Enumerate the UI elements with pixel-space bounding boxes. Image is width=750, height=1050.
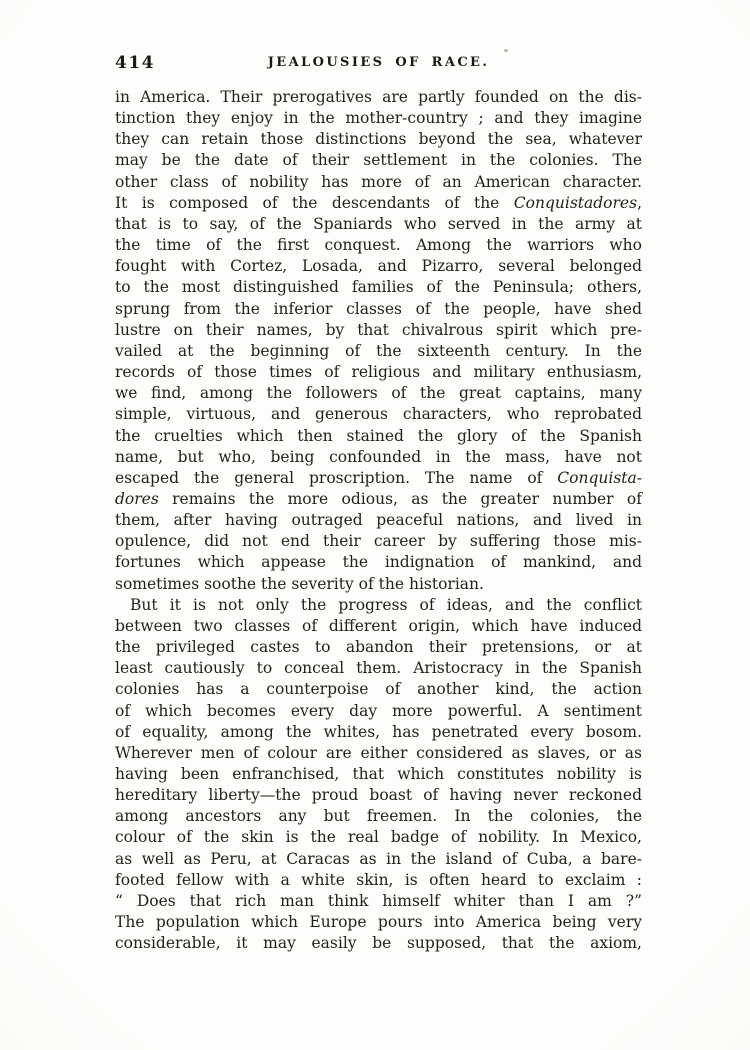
italic-text-segment: Conquistadores — [513, 193, 638, 212]
text-segment: considerable, it may easily be supposed, that the axiom, — [115, 934, 642, 953]
text-line — [115, 320, 642, 341]
text-line — [115, 87, 642, 108]
text-segment: among ancestors any but freemen. In the colonies, the — [115, 807, 642, 826]
text-line — [115, 214, 642, 235]
text-line — [115, 785, 642, 806]
text-segment: “ Does that rich man think himself whiter than I am ?” — [115, 891, 642, 910]
text-line — [115, 552, 642, 573]
text-line — [115, 701, 642, 722]
body-text-block — [115, 87, 642, 954]
text-segment: them, after having outraged peaceful nations, and lived in — [115, 511, 642, 530]
text-segment: between two classes of different origin, which have induced — [115, 616, 642, 635]
text-line — [115, 616, 642, 637]
text-line — [115, 383, 642, 404]
text-segment: fortunes which appease the indignation of mankind, and — [115, 553, 642, 572]
text-line — [115, 341, 642, 362]
text-segment: vailed at the beginning of the sixteenth century. In the — [115, 341, 642, 360]
text-line — [115, 277, 642, 298]
text-line — [115, 595, 642, 616]
text-segment: name, but who, being confounded in the mass, have not — [115, 447, 642, 466]
text-line — [115, 468, 642, 489]
page-number: 414 — [115, 53, 155, 73]
text-segment: Wherever men of colour are either considered as slaves, or as — [115, 743, 642, 762]
text-line — [115, 574, 642, 595]
text-line — [115, 193, 642, 214]
text-line — [115, 510, 642, 531]
text-segment: It is composed of the descendants of the — [115, 193, 514, 212]
text-line — [115, 806, 642, 827]
text-line — [115, 489, 642, 510]
text-segment: sprung from the inferior classes of the people, have shed — [115, 299, 642, 318]
text-segment: least cautiously to conceal them. Aristocracy in the Spanish — [115, 659, 642, 678]
text-segment: the time of the first conquest. Among the warriors who — [115, 236, 642, 255]
text-line — [115, 658, 642, 679]
text-segment: remains the more odious, as the greater number of — [158, 489, 642, 508]
text-line — [115, 299, 642, 320]
text-segment: other class of nobility has more of an American character. — [115, 172, 642, 191]
text-segment: records of those times of religious and military enthusiasm, — [115, 363, 642, 382]
text-segment: escaped the general proscription. The name of — [115, 468, 558, 487]
text-line — [115, 764, 642, 785]
text-line — [115, 912, 642, 933]
text-segment: fought with Cortez, Losada, and Pizarro, several belonged — [115, 257, 642, 276]
text-segment: having been enfranchised, that which constitutes nobility is — [115, 765, 642, 783]
text-segment: colonies has a counterpoise of another kind, the action — [115, 680, 642, 699]
text-line — [115, 743, 642, 764]
text-line — [115, 256, 642, 277]
text-line — [115, 849, 642, 870]
text-segment: simple, virtuous, and generous characters, who reprobated — [115, 405, 642, 424]
text-line — [115, 679, 642, 700]
text-line — [115, 531, 642, 552]
text-segment: may be the date of their settlement in the colonies. The — [115, 151, 642, 170]
italic-text-segment: Conquista- — [557, 468, 642, 487]
text-segment: The population which Europe pours into America being very — [115, 913, 642, 932]
text-line — [115, 235, 642, 256]
text-segment: they can retain those distinctions beyond the sea, whatever — [115, 130, 642, 149]
text-segment: of equality, among the whites, has penetrated every bosom. — [115, 722, 642, 741]
italic-text-segment: dores — [115, 489, 159, 508]
text-segment: as well as Peru, at Caracas as in the island of Cuba, a bare- — [115, 849, 642, 868]
text-line — [115, 172, 642, 193]
text-line — [115, 108, 642, 129]
text-segment: tinction they enjoy in the mother-country ; and they imagine — [115, 109, 642, 128]
text-line — [115, 933, 642, 954]
text-line — [115, 404, 642, 425]
text-segment: the privileged castes to abandon their pretensions, or at — [115, 638, 642, 657]
page-header-row — [115, 52, 642, 74]
text-segment: that is to say, of the Spaniards who served in the army at — [115, 214, 642, 233]
text-line — [115, 362, 642, 383]
text-line — [115, 637, 642, 658]
text-line — [115, 447, 642, 468]
running-head-title: JEALOUSIES OF RACE. — [267, 55, 490, 70]
text-segment: colour of the skin is the real badge of nobility. In Mexico, — [115, 828, 642, 847]
text-segment: , — [637, 193, 642, 212]
text-segment: of which becomes every day more powerful. A sentiment — [115, 701, 642, 720]
text-segment: sometimes soothe the severity of the historian. — [115, 574, 484, 593]
text-segment: to the most distinguished families of the Peninsula; others, — [115, 278, 642, 297]
text-segment: hereditary liberty—the proud boast of having never reckoned — [115, 786, 642, 805]
text-line — [115, 870, 642, 891]
text-line — [115, 150, 642, 171]
text-segment: in America. Their prerogatives are partly founded on the dis- — [115, 88, 642, 106]
text-segment: lustre on their names, by that chivalrous spirit which pre- — [115, 320, 642, 339]
text-line — [115, 129, 642, 150]
text-segment: footed fellow with a white skin, is often heard to exclaim : — [115, 870, 642, 889]
text-segment: we find, among the followers of the great captains, many — [115, 384, 642, 403]
text-line — [115, 827, 642, 848]
text-segment: But it is not only the progress of ideas, and the conflict — [130, 595, 642, 614]
text-segment: opulence, did not end their career by suffering those mis- — [115, 532, 642, 551]
text-segment: the cruelties which then stained the glory of the Spanish — [115, 426, 642, 445]
text-line — [115, 891, 642, 912]
text-line — [115, 426, 642, 447]
text-line — [115, 722, 642, 743]
